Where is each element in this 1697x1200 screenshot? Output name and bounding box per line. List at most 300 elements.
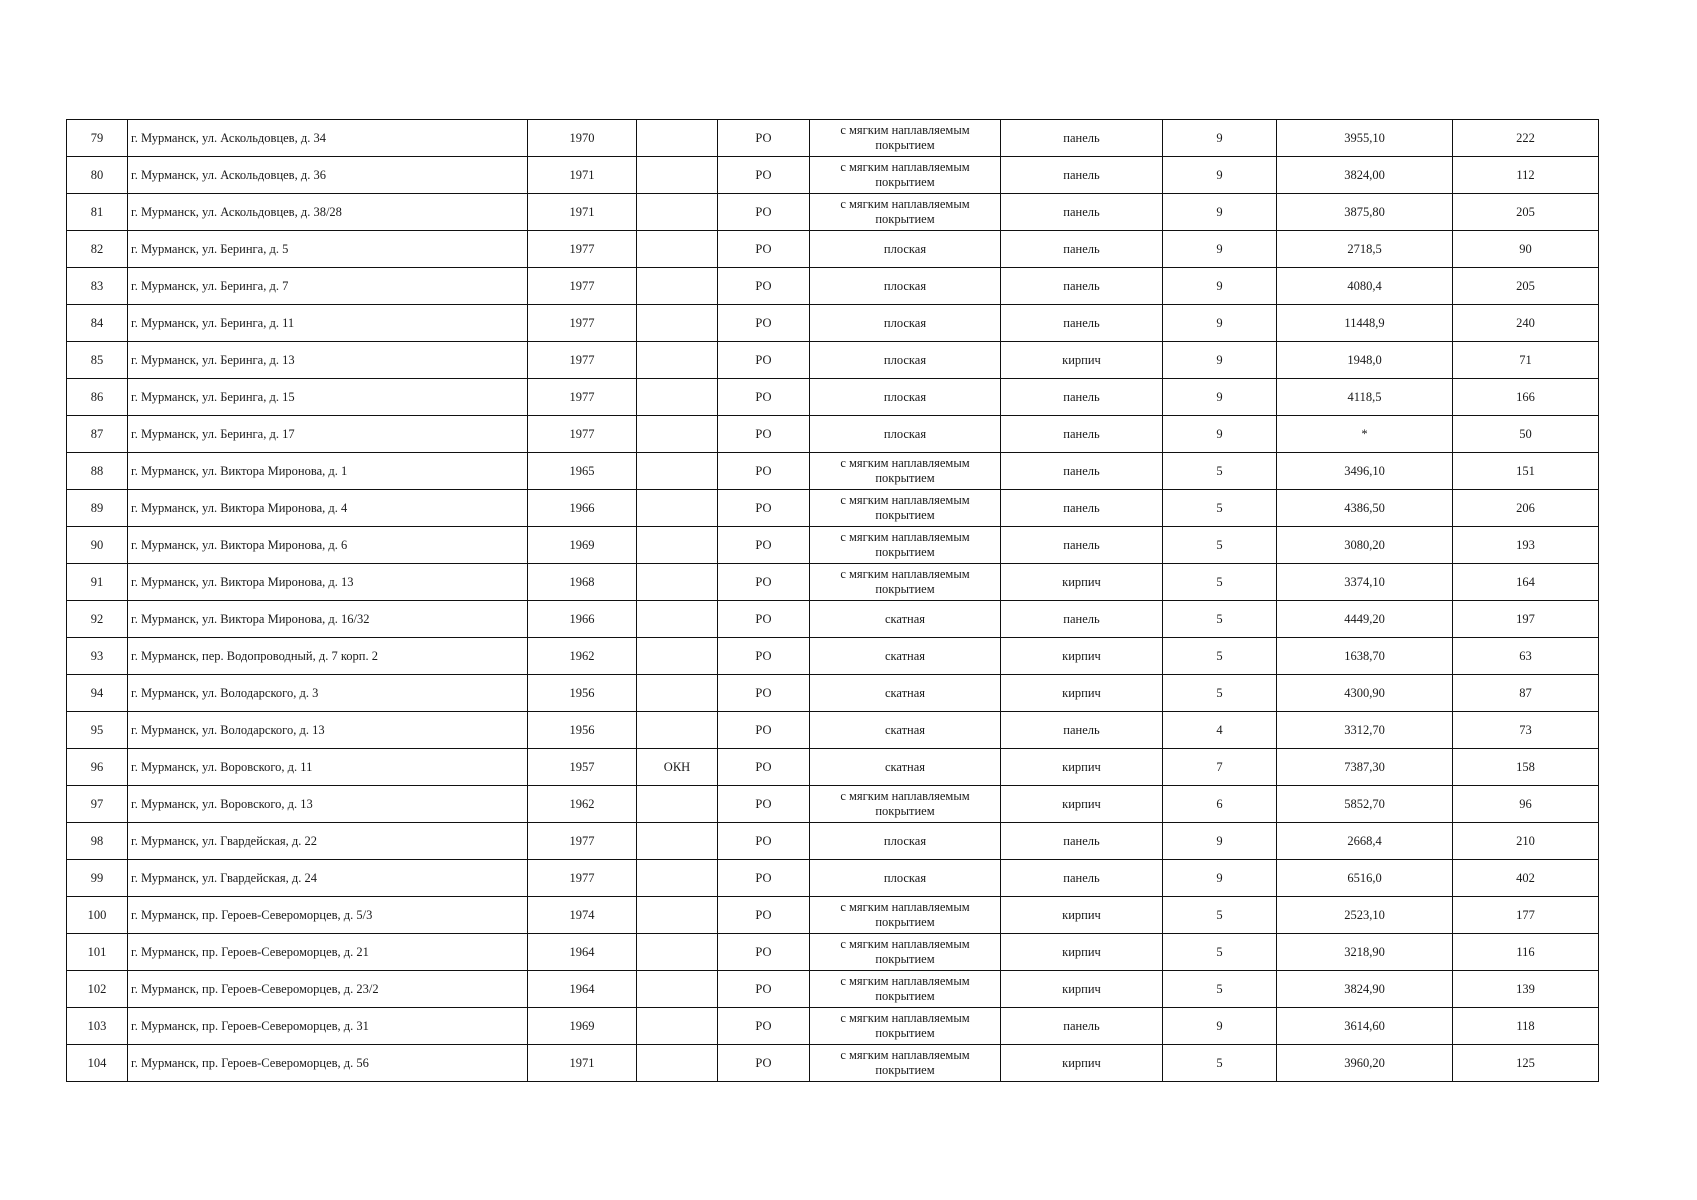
heritage-status-cell bbox=[637, 305, 718, 342]
residents-cell: 125 bbox=[1453, 1045, 1599, 1082]
wall-material-cell: панель bbox=[1001, 157, 1163, 194]
heritage-status-cell bbox=[637, 1045, 718, 1082]
area-cell: 3496,10 bbox=[1277, 453, 1453, 490]
roof-type-cell bbox=[810, 897, 1001, 934]
area-cell: 1638,70 bbox=[1277, 638, 1453, 675]
row-number-cell: 97 bbox=[67, 786, 128, 823]
heritage-status-cell bbox=[637, 712, 718, 749]
address-cell: г. Мурманск, пр. Героев-Североморцев, д. 5/3 bbox=[128, 897, 528, 934]
heritage-status-cell bbox=[637, 453, 718, 490]
program-cell: РО bbox=[718, 971, 810, 1008]
table-row bbox=[67, 712, 1599, 749]
year-built-cell: 1969 bbox=[528, 527, 637, 564]
area-cell: 2668,4 bbox=[1277, 823, 1453, 860]
roof-type-cell bbox=[810, 490, 1001, 527]
address-cell: г. Мурманск, пр. Героев-Североморцев, д. 21 bbox=[128, 934, 528, 971]
roof-type-text: с мягким наплавляемым покрытием bbox=[840, 789, 970, 818]
roof-type-text: с мягким наплавляемым покрытием bbox=[840, 456, 970, 485]
floors-cell: 5 bbox=[1163, 527, 1277, 564]
program-cell: РО bbox=[718, 416, 810, 453]
heritage-status-cell bbox=[637, 490, 718, 527]
area-cell: 3614,60 bbox=[1277, 1008, 1453, 1045]
address-cell: г. Мурманск, ул. Беринга, д. 7 bbox=[128, 268, 528, 305]
table-row bbox=[67, 971, 1599, 1008]
wall-material-cell: панель bbox=[1001, 268, 1163, 305]
table-row bbox=[67, 527, 1599, 564]
area-cell: 2718,5 bbox=[1277, 231, 1453, 268]
residents-cell: 90 bbox=[1453, 231, 1599, 268]
program-cell: РО bbox=[718, 342, 810, 379]
area-cell: 3955,10 bbox=[1277, 120, 1453, 157]
wall-material-cell: панель bbox=[1001, 823, 1163, 860]
row-number-cell: 96 bbox=[67, 749, 128, 786]
table-row bbox=[67, 786, 1599, 823]
area-cell: 3218,90 bbox=[1277, 934, 1453, 971]
year-built-cell: 1971 bbox=[528, 157, 637, 194]
year-built-cell: 1971 bbox=[528, 194, 637, 231]
roof-type-cell bbox=[810, 453, 1001, 490]
year-built-cell: 1977 bbox=[528, 342, 637, 379]
roof-type-cell bbox=[810, 157, 1001, 194]
program-cell: РО bbox=[718, 564, 810, 601]
year-built-cell: 1962 bbox=[528, 786, 637, 823]
residents-cell: 63 bbox=[1453, 638, 1599, 675]
year-built-cell: 1968 bbox=[528, 564, 637, 601]
program-cell: РО bbox=[718, 1008, 810, 1045]
row-number-cell: 81 bbox=[67, 194, 128, 231]
year-built-cell: 1977 bbox=[528, 379, 637, 416]
wall-material-cell: панель bbox=[1001, 305, 1163, 342]
roof-type-text: скатная bbox=[884, 759, 926, 774]
residents-cell: 158 bbox=[1453, 749, 1599, 786]
floors-cell: 6 bbox=[1163, 786, 1277, 823]
wall-material-cell: панель bbox=[1001, 120, 1163, 157]
program-cell: РО bbox=[718, 823, 810, 860]
heritage-status-cell bbox=[637, 638, 718, 675]
residents-cell: 402 bbox=[1453, 860, 1599, 897]
row-number-cell: 98 bbox=[67, 823, 128, 860]
program-cell: РО bbox=[718, 934, 810, 971]
address-cell: г. Мурманск, ул. Гвардейская, д. 22 bbox=[128, 823, 528, 860]
floors-cell: 9 bbox=[1163, 305, 1277, 342]
table-row bbox=[67, 416, 1599, 453]
residents-cell: 193 bbox=[1453, 527, 1599, 564]
roof-type-text: плоская bbox=[883, 389, 927, 404]
heritage-status-cell bbox=[637, 527, 718, 564]
table-row bbox=[67, 120, 1599, 157]
program-cell: РО bbox=[718, 860, 810, 897]
roof-type-cell bbox=[810, 342, 1001, 379]
year-built-cell: 1977 bbox=[528, 860, 637, 897]
year-built-cell: 1965 bbox=[528, 453, 637, 490]
program-cell: РО bbox=[718, 749, 810, 786]
program-cell: РО bbox=[718, 157, 810, 194]
residents-cell: 71 bbox=[1453, 342, 1599, 379]
roof-type-cell bbox=[810, 860, 1001, 897]
program-cell: РО bbox=[718, 675, 810, 712]
year-built-cell: 1966 bbox=[528, 601, 637, 638]
wall-material-cell: кирпич bbox=[1001, 342, 1163, 379]
area-cell: 5852,70 bbox=[1277, 786, 1453, 823]
year-built-cell: 1957 bbox=[528, 749, 637, 786]
wall-material-cell: кирпич bbox=[1001, 971, 1163, 1008]
area-cell: 3374,10 bbox=[1277, 564, 1453, 601]
table-row bbox=[67, 601, 1599, 638]
roof-type-text: плоская bbox=[883, 833, 927, 848]
roof-type-cell bbox=[810, 120, 1001, 157]
roof-type-text: с мягким наплавляемым покрытием bbox=[840, 493, 970, 522]
year-built-cell: 1977 bbox=[528, 231, 637, 268]
residents-cell: 205 bbox=[1453, 268, 1599, 305]
residents-cell: 73 bbox=[1453, 712, 1599, 749]
area-cell: 11448,9 bbox=[1277, 305, 1453, 342]
table-row bbox=[67, 860, 1599, 897]
area-cell: 7387,30 bbox=[1277, 749, 1453, 786]
wall-material-cell: панель bbox=[1001, 416, 1163, 453]
floors-cell: 9 bbox=[1163, 1008, 1277, 1045]
roof-type-text: плоская bbox=[883, 870, 927, 885]
floors-cell: 5 bbox=[1163, 601, 1277, 638]
year-built-cell: 1956 bbox=[528, 675, 637, 712]
roof-type-cell bbox=[810, 379, 1001, 416]
floors-cell: 5 bbox=[1163, 897, 1277, 934]
program-cell: РО bbox=[718, 638, 810, 675]
roof-type-cell bbox=[810, 971, 1001, 1008]
roof-type-text: плоская bbox=[883, 352, 927, 367]
heritage-status-cell bbox=[637, 416, 718, 453]
table-row bbox=[67, 490, 1599, 527]
residents-cell: 139 bbox=[1453, 971, 1599, 1008]
table-row bbox=[67, 564, 1599, 601]
year-built-cell: 1970 bbox=[528, 120, 637, 157]
wall-material-cell: кирпич bbox=[1001, 675, 1163, 712]
year-built-cell: 1977 bbox=[528, 268, 637, 305]
row-number-cell: 87 bbox=[67, 416, 128, 453]
row-number-cell: 89 bbox=[67, 490, 128, 527]
roof-type-text: скатная bbox=[884, 722, 926, 737]
floors-cell: 9 bbox=[1163, 416, 1277, 453]
row-number-cell: 80 bbox=[67, 157, 128, 194]
heritage-status-cell bbox=[637, 564, 718, 601]
residents-cell: 87 bbox=[1453, 675, 1599, 712]
row-number-cell: 85 bbox=[67, 342, 128, 379]
year-built-cell: 1977 bbox=[528, 305, 637, 342]
roof-type-cell bbox=[810, 712, 1001, 749]
program-cell: РО bbox=[718, 120, 810, 157]
wall-material-cell: кирпич bbox=[1001, 786, 1163, 823]
program-cell: РО bbox=[718, 305, 810, 342]
row-number-cell: 102 bbox=[67, 971, 128, 1008]
year-built-cell: 1956 bbox=[528, 712, 637, 749]
table-row bbox=[67, 305, 1599, 342]
program-cell: РО bbox=[718, 379, 810, 416]
area-cell: 6516,0 bbox=[1277, 860, 1453, 897]
area-cell: 3312,70 bbox=[1277, 712, 1453, 749]
row-number-cell: 79 bbox=[67, 120, 128, 157]
row-number-cell: 95 bbox=[67, 712, 128, 749]
address-cell: г. Мурманск, ул. Воровского, д. 11 bbox=[128, 749, 528, 786]
year-built-cell: 1962 bbox=[528, 638, 637, 675]
program-cell: РО bbox=[718, 601, 810, 638]
area-cell: 4080,4 bbox=[1277, 268, 1453, 305]
heritage-status-cell bbox=[637, 231, 718, 268]
row-number-cell: 91 bbox=[67, 564, 128, 601]
row-number-cell: 92 bbox=[67, 601, 128, 638]
heritage-status-cell bbox=[637, 379, 718, 416]
roof-type-cell bbox=[810, 1008, 1001, 1045]
address-cell: г. Мурманск, ул. Воровского, д. 13 bbox=[128, 786, 528, 823]
roof-type-text: с мягким наплавляемым покрытием bbox=[840, 900, 970, 929]
table-row bbox=[67, 194, 1599, 231]
address-cell: г. Мурманск, ул. Беринга, д. 17 bbox=[128, 416, 528, 453]
roof-type-cell bbox=[810, 786, 1001, 823]
floors-cell: 5 bbox=[1163, 564, 1277, 601]
roof-type-cell bbox=[810, 268, 1001, 305]
residents-cell: 206 bbox=[1453, 490, 1599, 527]
residents-cell: 118 bbox=[1453, 1008, 1599, 1045]
residents-cell: 205 bbox=[1453, 194, 1599, 231]
wall-material-cell: панель bbox=[1001, 453, 1163, 490]
floors-cell: 9 bbox=[1163, 860, 1277, 897]
row-number-cell: 84 bbox=[67, 305, 128, 342]
table-row bbox=[67, 453, 1599, 490]
roof-type-text: плоская bbox=[883, 278, 927, 293]
table-row bbox=[67, 268, 1599, 305]
program-cell: РО bbox=[718, 897, 810, 934]
address-cell: г. Мурманск, ул. Аскольдовцев, д. 34 bbox=[128, 120, 528, 157]
program-cell: РО bbox=[718, 786, 810, 823]
area-cell: 4449,20 bbox=[1277, 601, 1453, 638]
roof-type-cell bbox=[810, 231, 1001, 268]
address-cell: г. Мурманск, ул. Виктора Миронова, д. 13 bbox=[128, 564, 528, 601]
roof-type-cell bbox=[810, 564, 1001, 601]
address-cell: г. Мурманск, пр. Героев-Североморцев, д. 23/2 bbox=[128, 971, 528, 1008]
floors-cell: 5 bbox=[1163, 971, 1277, 1008]
year-built-cell: 1974 bbox=[528, 897, 637, 934]
roof-type-text: с мягким наплавляемым покрытием bbox=[840, 197, 970, 226]
address-cell: г. Мурманск, ул. Виктора Миронова, д. 1 bbox=[128, 453, 528, 490]
heritage-status-cell bbox=[637, 897, 718, 934]
roof-type-cell bbox=[810, 638, 1001, 675]
year-built-cell: 1977 bbox=[528, 823, 637, 860]
year-built-cell: 1971 bbox=[528, 1045, 637, 1082]
address-cell: г. Мурманск, ул. Виктора Миронова, д. 4 bbox=[128, 490, 528, 527]
heritage-status-cell: ОКН bbox=[637, 749, 718, 786]
heritage-status-cell bbox=[637, 601, 718, 638]
row-number-cell: 90 bbox=[67, 527, 128, 564]
roof-type-text: с мягким наплавляемым покрытием bbox=[840, 937, 970, 966]
wall-material-cell: кирпич bbox=[1001, 934, 1163, 971]
address-cell: г. Мурманск, ул. Беринга, д. 13 bbox=[128, 342, 528, 379]
floors-cell: 9 bbox=[1163, 268, 1277, 305]
residents-cell: 240 bbox=[1453, 305, 1599, 342]
wall-material-cell: кирпич bbox=[1001, 749, 1163, 786]
address-cell: г. Мурманск, ул. Володарского, д. 13 bbox=[128, 712, 528, 749]
row-number-cell: 104 bbox=[67, 1045, 128, 1082]
floors-cell: 9 bbox=[1163, 157, 1277, 194]
address-cell: г. Мурманск, пер. Водопроводный, д. 7 корп. 2 bbox=[128, 638, 528, 675]
residents-cell: 151 bbox=[1453, 453, 1599, 490]
year-built-cell: 1977 bbox=[528, 416, 637, 453]
floors-cell: 9 bbox=[1163, 194, 1277, 231]
year-built-cell: 1964 bbox=[528, 934, 637, 971]
row-number-cell: 100 bbox=[67, 897, 128, 934]
address-cell: г. Мурманск, ул. Беринга, д. 5 bbox=[128, 231, 528, 268]
roof-type-text: скатная bbox=[884, 611, 926, 626]
area-cell: 4386,50 bbox=[1277, 490, 1453, 527]
residents-cell: 50 bbox=[1453, 416, 1599, 453]
roof-type-text: с мягким наплавляемым покрытием bbox=[840, 974, 970, 1003]
row-number-cell: 94 bbox=[67, 675, 128, 712]
residents-cell: 112 bbox=[1453, 157, 1599, 194]
heritage-status-cell bbox=[637, 971, 718, 1008]
floors-cell: 9 bbox=[1163, 379, 1277, 416]
residents-cell: 177 bbox=[1453, 897, 1599, 934]
wall-material-cell: панель bbox=[1001, 379, 1163, 416]
area-cell: 4300,90 bbox=[1277, 675, 1453, 712]
area-cell: * bbox=[1277, 416, 1453, 453]
floors-cell: 5 bbox=[1163, 934, 1277, 971]
address-cell: г. Мурманск, ул. Володарского, д. 3 bbox=[128, 675, 528, 712]
address-cell: г. Мурманск, пр. Героев-Североморцев, д. 56 bbox=[128, 1045, 528, 1082]
roof-type-cell bbox=[810, 527, 1001, 564]
program-cell: РО bbox=[718, 490, 810, 527]
table-row bbox=[67, 934, 1599, 971]
table-row bbox=[67, 675, 1599, 712]
residents-cell: 210 bbox=[1453, 823, 1599, 860]
area-cell: 3960,20 bbox=[1277, 1045, 1453, 1082]
year-built-cell: 1969 bbox=[528, 1008, 637, 1045]
roof-type-text: с мягким наплавляемым покрытием bbox=[840, 530, 970, 559]
roof-type-text: плоская bbox=[883, 426, 927, 441]
floors-cell: 5 bbox=[1163, 453, 1277, 490]
residents-cell: 96 bbox=[1453, 786, 1599, 823]
program-cell: РО bbox=[718, 527, 810, 564]
address-cell: г. Мурманск, ул. Гвардейская, д. 24 bbox=[128, 860, 528, 897]
address-cell: г. Мурманск, ул. Аскольдовцев, д. 38/28 bbox=[128, 194, 528, 231]
heritage-status-cell bbox=[637, 786, 718, 823]
table-row bbox=[67, 1008, 1599, 1045]
wall-material-cell: панель bbox=[1001, 231, 1163, 268]
roof-type-cell bbox=[810, 601, 1001, 638]
roof-type-text: с мягким наплавляемым покрытием bbox=[840, 1048, 970, 1077]
wall-material-cell: панель bbox=[1001, 601, 1163, 638]
heritage-status-cell bbox=[637, 194, 718, 231]
program-cell: РО bbox=[718, 453, 810, 490]
roof-type-text: плоская bbox=[883, 315, 927, 330]
roof-type-cell bbox=[810, 194, 1001, 231]
program-cell: РО bbox=[718, 194, 810, 231]
roof-type-text: скатная bbox=[884, 648, 926, 663]
document-page bbox=[66, 119, 1598, 1082]
roof-type-cell bbox=[810, 305, 1001, 342]
table-row bbox=[67, 379, 1599, 416]
heritage-status-cell bbox=[637, 268, 718, 305]
wall-material-cell: кирпич bbox=[1001, 638, 1163, 675]
floors-cell: 4 bbox=[1163, 712, 1277, 749]
residents-cell: 222 bbox=[1453, 120, 1599, 157]
heritage-status-cell bbox=[637, 675, 718, 712]
address-cell: г. Мурманск, ул. Виктора Миронова, д. 6 bbox=[128, 527, 528, 564]
roof-type-text: скатная bbox=[884, 685, 926, 700]
row-number-cell: 103 bbox=[67, 1008, 128, 1045]
table-row bbox=[67, 342, 1599, 379]
roof-type-cell bbox=[810, 675, 1001, 712]
year-built-cell: 1966 bbox=[528, 490, 637, 527]
area-cell: 1948,0 bbox=[1277, 342, 1453, 379]
address-cell: г. Мурманск, ул. Беринга, д. 15 bbox=[128, 379, 528, 416]
heritage-status-cell bbox=[637, 1008, 718, 1045]
row-number-cell: 101 bbox=[67, 934, 128, 971]
area-cell: 3875,80 bbox=[1277, 194, 1453, 231]
program-cell: РО bbox=[718, 1045, 810, 1082]
table-row bbox=[67, 897, 1599, 934]
table-row bbox=[67, 1045, 1599, 1082]
floors-cell: 5 bbox=[1163, 675, 1277, 712]
table-body bbox=[67, 120, 1599, 1082]
residents-cell: 116 bbox=[1453, 934, 1599, 971]
row-number-cell: 83 bbox=[67, 268, 128, 305]
wall-material-cell: панель bbox=[1001, 490, 1163, 527]
roof-type-text: плоская bbox=[883, 241, 927, 256]
table-row bbox=[67, 823, 1599, 860]
wall-material-cell: кирпич bbox=[1001, 1045, 1163, 1082]
program-cell: РО bbox=[718, 231, 810, 268]
roof-type-text: с мягким наплавляемым покрытием bbox=[840, 123, 970, 152]
heritage-status-cell bbox=[637, 823, 718, 860]
roof-type-cell bbox=[810, 823, 1001, 860]
wall-material-cell: панель bbox=[1001, 194, 1163, 231]
area-cell: 3824,90 bbox=[1277, 971, 1453, 1008]
address-cell: г. Мурманск, ул. Аскольдовцев, д. 36 bbox=[128, 157, 528, 194]
row-number-cell: 88 bbox=[67, 453, 128, 490]
roof-type-text: с мягким наплавляемым покрытием bbox=[840, 160, 970, 189]
floors-cell: 5 bbox=[1163, 1045, 1277, 1082]
housing-registry-table bbox=[66, 119, 1599, 1082]
wall-material-cell: кирпич bbox=[1001, 564, 1163, 601]
address-cell: г. Мурманск, пр. Героев-Североморцев, д. 31 bbox=[128, 1008, 528, 1045]
area-cell: 3824,00 bbox=[1277, 157, 1453, 194]
floors-cell: 5 bbox=[1163, 490, 1277, 527]
floors-cell: 5 bbox=[1163, 638, 1277, 675]
residents-cell: 166 bbox=[1453, 379, 1599, 416]
floors-cell: 9 bbox=[1163, 120, 1277, 157]
row-number-cell: 93 bbox=[67, 638, 128, 675]
roof-type-cell bbox=[810, 934, 1001, 971]
row-number-cell: 86 bbox=[67, 379, 128, 416]
area-cell: 4118,5 bbox=[1277, 379, 1453, 416]
roof-type-text: с мягким наплавляемым покрытием bbox=[840, 567, 970, 596]
roof-type-cell bbox=[810, 416, 1001, 453]
heritage-status-cell bbox=[637, 860, 718, 897]
wall-material-cell: панель bbox=[1001, 1008, 1163, 1045]
table-row bbox=[67, 157, 1599, 194]
residents-cell: 164 bbox=[1453, 564, 1599, 601]
program-cell: РО bbox=[718, 268, 810, 305]
wall-material-cell: панель bbox=[1001, 527, 1163, 564]
table-row bbox=[67, 749, 1599, 786]
floors-cell: 9 bbox=[1163, 231, 1277, 268]
heritage-status-cell bbox=[637, 934, 718, 971]
roof-type-cell bbox=[810, 1045, 1001, 1082]
table-row bbox=[67, 638, 1599, 675]
program-cell: РО bbox=[718, 712, 810, 749]
row-number-cell: 99 bbox=[67, 860, 128, 897]
wall-material-cell: кирпич bbox=[1001, 897, 1163, 934]
floors-cell: 7 bbox=[1163, 749, 1277, 786]
area-cell: 3080,20 bbox=[1277, 527, 1453, 564]
heritage-status-cell bbox=[637, 342, 718, 379]
